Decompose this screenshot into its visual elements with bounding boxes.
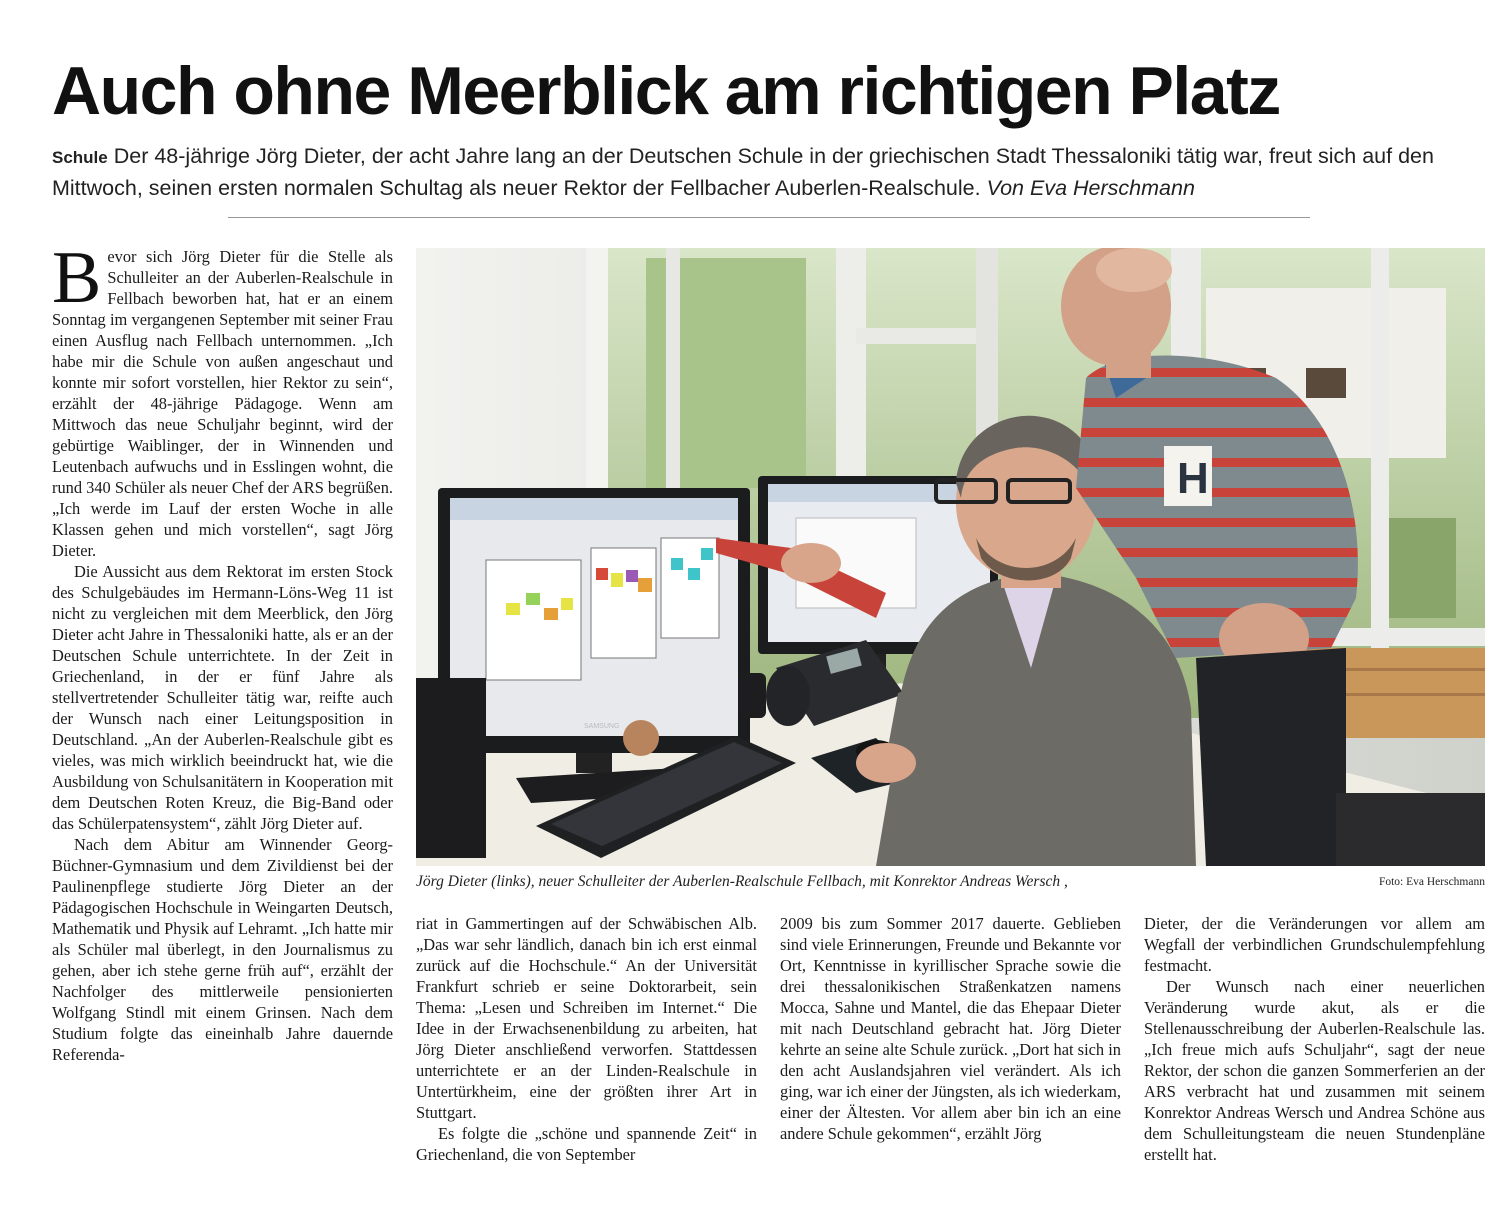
teaser: [52, 141, 1492, 204]
photo-credit: Foto: Eva Herschmann: [1378, 876, 1485, 888]
article-paragraph: riat in Gammertingen auf der Schwäbischen Alb. „Das war sehr ländlich, danach bin ich erst einmal zurück auf die Hochschule.“ An der Universität Frankfurt schrieb er seine Doktorarbeit, sein Thema: „Lesen und Schreiben im Internet.“ Die Idee in der Erwachsenenbildung zu arbeiten, hat Jörg Dieter anschließend verworfen. Stattdessen unterrichtete er an der Linden-Realschule in Untertürkheim, eine der größten ihrer Art in Stuttgart.: [416, 914, 757, 1122]
article-photo: [416, 248, 1485, 866]
article-paragraph: Die Aussicht aus dem Rektorat im ersten Stock des Schulgebäudes im Hermann-Löns-Weg 11 ist nicht zu vergleichen mit dem Meerblick, den Jörg Dieter acht Jahre in Thessaloniki hatte, als er an der Deutschen Schule unterrichtete. In der Zeit in Griechenland, in der er fünf Jahre als stellvertretender Schulleiter tätig war, reifte auch der Wunsch nach einer Leitungsposition in Deutschland. „An der Auberlen-Realschule gibt es vieles, was mich wirklich beeindruckt hat, wie die Ausbildung von Schulsanitätern in Kooperation mit dem Deutschen Roten Kreuz, die Big-Band oder das Schülerpatensystem“, zählt Jörg Dieter auf.: [52, 562, 393, 833]
photo-caption: Jörg Dieter (links), neuer Schulleiter der Auberlen-Realschule Fellbach, mit Konrektor Andreas Wersch ,: [416, 873, 1068, 890]
article-paragraph: Nach dem Abitur am Winnender Georg-Büchner-Gymnasium und dem Zivildienst bei der Paulinenpflege studierte Jörg Dieter an der Pädagogischen Hochschule in Weingarten Deutsch, Mathematik und Physik auf Lehramt. „Ich hatte mir als Schüler mal überlegt, in den Journalismus zu gehen, aber ich stehe gerne früh auf“, erzählt der Nachfolger des mittlerweile pensionierten Wolfgang Stindl mit einem Grinsen. Nach dem Studium folgte das eineinhalb Jahre dauernde Referenda-: [52, 835, 393, 1064]
drop-cap: B: [52, 237, 102, 319]
article-column-4: [1144, 913, 1485, 1165]
article-column-2: [416, 913, 757, 1165]
article-column-1: [52, 237, 393, 1065]
article-paragraph: Der Wunsch nach einer neuerlichen Veränderung wurde akut, als er die Stellenausschreibung der Auberlen-Realschule las. „Ich freue mich aufs Schuljahr“, sagt der neue Rektor, der schon die ganzen Sommerferien an der ARS verbracht hat und zusammen mit seinem Konrektor Andreas Wersch und Andrea Schöne aus dem Schulleitungsteam die neuen Stundenpläne erstellt hat.: [1144, 977, 1485, 1164]
headline-divider: [228, 217, 1310, 218]
article-paragraph: 2009 bis zum Sommer 2017 dauerte. Geblieben sind viele Erinnerungen, Freunde und Bekannte vor Ort, Kenntnisse in kyrillischer Sprache sowie die drei thessalonikischen Straßenkatzen namens Mocca, Sahne und Mantel, die das Ehepaar Dieter mit nach Deutschland gebracht hat. Jörg Dieter kehrte an seine alte Schule zurück. „Dort hat sich in den acht Auslandsjahren viel verändert. Als ich ging, war ich einer der Jüngsten, als ich wiederkam, einer der Ältesten. Vor allem aber bin ich an eine andere Schule gekommen“, erzählt Jörg: [780, 914, 1121, 1143]
article-column-3: [780, 913, 1121, 1144]
teaser-kicker: Schule: [52, 148, 108, 167]
article-paragraph: Bevor sich Jörg Dieter für die Stelle als Schulleiter an der Auberlen-Realschule in Fellbach beworben hat, hat er an einem Sonntag im vergangenen September mit seiner Frau einen Ausflug nach Fellbach unternommen. „Ich habe mir die Schule von außen angeschaut und konnte mir sofort vorstellen, hier Rektor zu sein“, erzählt der 48-jährige Pädagoge. Wenn am Mittwoch das neue Schuljahr beginnt, wird der gebürtige Waiblinger, der in Winnenden und Leutenbach aufwuchs und in Esslingen wohnt, die rund 340 Schüler als neuer Chef der ARS begrüßen. „Ich werde im Lauf der ersten Woche in alle Klassen gehen und mich vorstellen“, sagt Jörg Dieter.: [52, 237, 393, 560]
teaser-author: Von Eva Herschmann: [986, 176, 1195, 200]
shirt-letter: H: [1177, 454, 1209, 503]
headline: Auch ohne Meerblick am richtigen Platz: [52, 53, 1280, 129]
teaser-text: Der 48-jährige Jörg Dieter, der acht Jahre lang an der Deutschen Schule in der griechischen Stadt Thessaloniki tätig war, freut sich auf den Mittwoch, seinen ersten normalen Schultag als neuer Rektor der Fellbacher Auberlen-Realschule.: [52, 144, 1434, 200]
article-paragraph: Es folgte die „schöne und spannende Zeit“ in Griechenland, die von September: [416, 1124, 757, 1164]
article-paragraph: Dieter, der die Veränderungen vor allem am Wegfall der verbindlichen Grundschulempfehlung festmacht.: [1144, 914, 1485, 975]
monitor-brand-label: SAMSUNG: [584, 723, 620, 730]
